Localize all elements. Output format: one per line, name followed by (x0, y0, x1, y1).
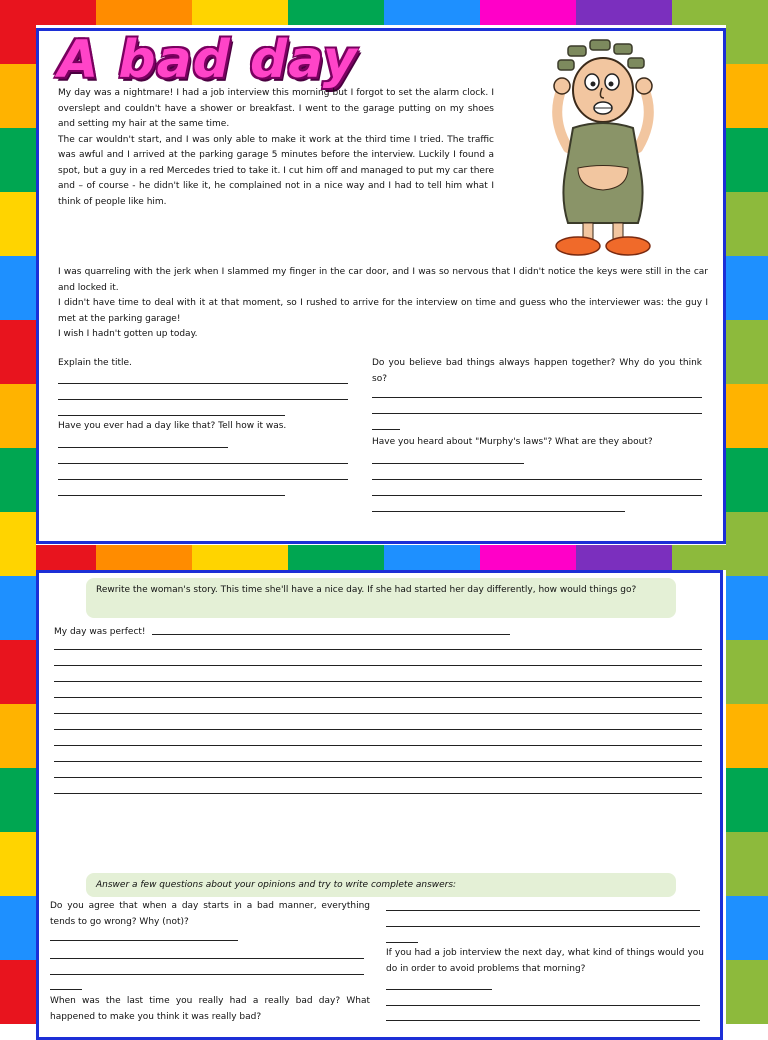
border-block (0, 576, 36, 640)
border-block (726, 640, 768, 704)
answer-line[interactable] (372, 479, 702, 480)
answer-line[interactable] (54, 745, 702, 746)
border-block (0, 320, 36, 384)
border-block (726, 0, 768, 64)
answer-line[interactable] (54, 713, 702, 714)
border-block (0, 768, 36, 832)
answer-line[interactable] (372, 429, 400, 430)
answer-line[interactable] (386, 926, 700, 927)
answer-line[interactable] (152, 634, 510, 635)
answer-line[interactable] (58, 495, 285, 496)
answer-line[interactable] (386, 1020, 700, 1021)
instruction-rewrite-story: Rewrite the woman's story. This time she'll have a nice day. If she had started her day differently, how would things go? (86, 578, 676, 618)
answer-line[interactable] (372, 511, 625, 512)
question-bad-start: Do you agree that when a day starts in a bad manner, everything tends to go wrong? Why (not)? (50, 901, 370, 927)
border-block (192, 545, 288, 570)
answer-line[interactable] (386, 910, 700, 911)
story-paragraph-1: My day was a nightmare! I had a job interview this morning but I forgot to set the alarm clock. I overslept and couldn't have a shower or breakfast. I went to the garage putting on my shoes and setting my hair at the same time. The car wouldn't start, and I was only able to make it work at the third time I tried. The traffic was awful and I arrived at the parking garage 5 minutes before the interview. Luckily I found a spot, but a guy in a red Mercedes tried to take it. I cut him off and managed to put my car there and – of course - he didn't like it, he complained not in a nice way and I had to tell him what I think of people like him. (58, 88, 494, 207)
answer-line[interactable] (50, 940, 238, 941)
border-block (384, 0, 480, 25)
border-block (576, 545, 672, 570)
border-block (726, 320, 768, 384)
border-block (726, 576, 768, 640)
border-block (0, 640, 36, 704)
border-block (576, 0, 672, 25)
answer-line[interactable] (54, 777, 702, 778)
answer-line[interactable] (372, 495, 702, 496)
answer-line[interactable] (386, 942, 418, 943)
border-block (0, 64, 36, 128)
border-block (726, 448, 768, 512)
question-murphys-laws: Have you heard about "Murphy's laws"? What are they about? (372, 437, 653, 447)
border-block (0, 256, 36, 320)
border-block (0, 192, 36, 256)
answer-line[interactable] (58, 479, 348, 480)
border-block (480, 545, 576, 570)
answer-line[interactable] (372, 397, 702, 398)
border-block (726, 384, 768, 448)
answer-line[interactable] (54, 729, 702, 730)
question-last-bad-day: When was the last time you really had a really bad day? What happened to make you think it was really bad? (50, 996, 370, 1022)
border-block (96, 0, 192, 25)
border-block (0, 832, 36, 896)
answer-line[interactable] (54, 649, 702, 650)
question-job-interview-prep: If you had a job interview the next day, what kind of things would you do in order to avoid problems that morning? (386, 948, 704, 974)
answer-line[interactable] (54, 681, 702, 682)
answer-line[interactable] (54, 665, 702, 666)
stressed-woman-illustration (528, 38, 678, 263)
border-block (0, 0, 36, 64)
answer-line[interactable] (50, 958, 364, 959)
border-block (726, 512, 768, 576)
answer-line[interactable] (54, 761, 702, 762)
border-block (384, 545, 480, 570)
border-block (726, 896, 768, 960)
answer-line[interactable] (386, 989, 492, 990)
question-bad-things-together: Do you believe bad things always happen together? Why do you think so? (372, 358, 702, 384)
border-block (0, 384, 36, 448)
answer-line[interactable] (58, 463, 348, 464)
answer-line[interactable] (58, 399, 348, 400)
answer-line[interactable] (372, 463, 524, 464)
instruction-answer-questions: Answer a few questions about your opinions and try to write complete answers: (86, 873, 676, 897)
border-block (0, 960, 36, 1024)
border-block (726, 960, 768, 1024)
answer-line[interactable] (58, 383, 348, 384)
border-block (0, 896, 36, 960)
answer-line[interactable] (58, 415, 285, 416)
border-block (288, 0, 384, 25)
story-start-line: My day was perfect! (54, 627, 146, 637)
border-block (726, 768, 768, 832)
border-block (192, 0, 288, 25)
border-block (726, 832, 768, 896)
answer-line[interactable] (372, 413, 702, 414)
border-block (726, 128, 768, 192)
border-block (0, 512, 36, 576)
answer-line[interactable] (58, 447, 228, 448)
question-explain-title: Explain the title. (58, 358, 132, 368)
story-paragraph-2: I was quarreling with the jerk when I slammed my finger in the car door, and I was so nervous that I didn't notice the keys were still in the car and locked it. I didn't have time to deal with it at that moment, so I rushed to arrive for the interview on time and guess who the interviewer was: the guy I met at the parking garage! I wish I hadn't gotten up today. (58, 267, 708, 339)
question-similar-day: Have you ever had a day like that? Tell how it was. (58, 421, 287, 431)
border-block (726, 192, 768, 256)
border-block (96, 545, 192, 570)
border-block (480, 0, 576, 25)
border-block (726, 704, 768, 768)
answer-line[interactable] (386, 1005, 700, 1006)
answer-line[interactable] (50, 974, 364, 975)
page-title: A bad day (58, 30, 358, 90)
answer-line[interactable] (54, 697, 702, 698)
border-block (0, 448, 36, 512)
answer-line[interactable] (54, 793, 702, 794)
border-block (726, 64, 768, 128)
border-block (288, 545, 384, 570)
border-block (0, 128, 36, 192)
answer-line[interactable] (50, 989, 82, 990)
border-block (726, 256, 768, 320)
border-block (0, 704, 36, 768)
